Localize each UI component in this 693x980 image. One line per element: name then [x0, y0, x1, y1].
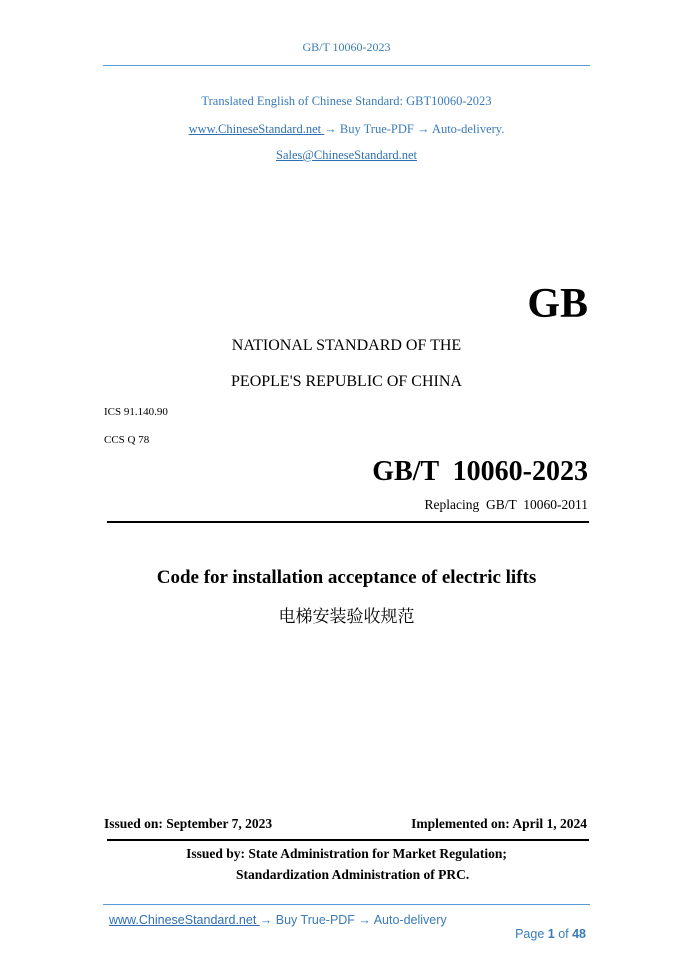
issued-by-line2: Standardization Administration of PRC.	[236, 867, 470, 882]
gb-mark: GB	[527, 281, 588, 327]
issued-on-date: Issued on: September 7, 2023	[104, 816, 273, 831]
title-divider	[107, 521, 589, 523]
footer-site-link[interactable]: www.ChineseStandard.net	[109, 913, 260, 927]
arrow-right-icon: →	[324, 122, 337, 136]
email-line	[0, 148, 693, 163]
page-label: Page	[515, 927, 548, 941]
ccs-code: CCS Q 78	[104, 434, 150, 446]
footer-links	[109, 913, 447, 927]
running-header: GB/T 10060-2023	[302, 40, 391, 54]
arrow-right-icon: →	[358, 913, 371, 927]
page-current: 1	[547, 927, 555, 941]
standard-number: GB/T 10060-2023	[372, 456, 588, 487]
auto-delivery-text: Auto-delivery.	[429, 122, 505, 136]
translation-notice: Translated English of Chinese Standard: GBT10060-2023	[201, 94, 492, 108]
arrow-right-icon: →	[259, 913, 273, 927]
page-total: 48	[572, 927, 586, 941]
site-link[interactable]: www.ChineseStandard.net	[188, 122, 325, 136]
page-of: of	[554, 927, 573, 941]
header-divider	[103, 65, 590, 66]
replacing-standard: Replacing GB/T 10060-2011	[424, 497, 588, 512]
implemented-on-date: Implemented on: April 1, 2024	[411, 816, 587, 831]
national-standard-line1: NATIONAL STANDARD OF THE	[231, 337, 462, 354]
title-chinese: 电梯安装验收规范	[278, 607, 415, 627]
national-standard-line2: PEOPLE'S REPUBLIC OF CHINA	[231, 373, 462, 390]
footer-buy-text: Buy True-PDF	[272, 913, 359, 927]
title-english: Code for installation acceptance of electric lifts	[156, 567, 537, 588]
sales-email-link[interactable]: Sales@ChineseStandard.net	[276, 148, 417, 162]
page-indicator	[508, 913, 586, 941]
footer-delivery-text: Auto-delivery	[370, 913, 447, 927]
ics-code: ICS 91.140.90	[104, 406, 168, 418]
purchase-line	[0, 122, 693, 137]
buy-pdf-text: Buy True-PDF	[336, 122, 417, 136]
arrow-right-icon: →	[417, 122, 430, 136]
issued-by-line1: Issued by: State Administration for Market Regulation;	[186, 846, 507, 861]
dates-divider	[107, 839, 589, 841]
footer-divider	[103, 904, 590, 905]
